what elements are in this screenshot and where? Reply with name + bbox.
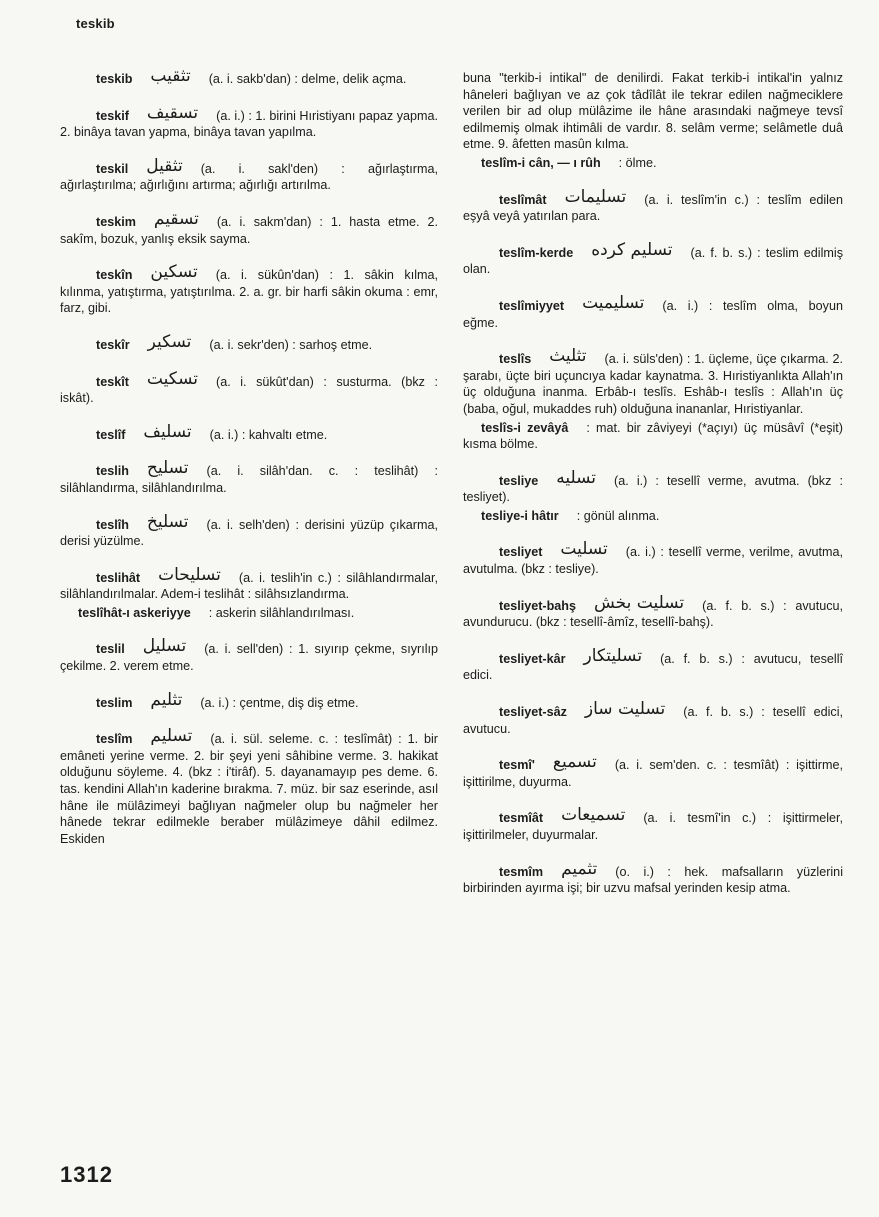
dictionary-entry xyxy=(60,636,438,674)
dictionary-entry xyxy=(463,752,843,790)
entry-definition: (a. i. sakl'den) : ağırlaştırma, ağırlaştırılma; ağırlığını artırma; ağırlığı artırılma. xyxy=(60,161,438,193)
entry-arabic-script: تسلیمات xyxy=(564,186,627,207)
entry-definition: (a. i. sekr'den) : sarhoş etme. xyxy=(209,337,373,352)
entry-arabic-script: تثلیث xyxy=(549,346,587,367)
entry-headword: tesmî' xyxy=(499,758,535,773)
dictionary-entry xyxy=(60,605,438,622)
entry-arabic-script: تسلیم xyxy=(150,726,193,747)
entry-arabic-script: تسقیف xyxy=(146,102,199,123)
entry-definition: : gönül alınma. xyxy=(576,508,660,523)
dictionary-entry xyxy=(60,102,439,141)
entry-definition: (a. f. b. s.) : avutucu, tesellî edici. xyxy=(463,651,843,683)
entry-headword: teslîm-i cân, — ı rûh xyxy=(481,155,601,170)
entry-definition: : ölme. xyxy=(618,155,657,170)
dictionary-entry xyxy=(463,292,843,331)
entry-arabic-script: تسلیل xyxy=(142,636,187,657)
entry-arabic-script: تسلیتکار xyxy=(583,645,643,666)
entry-headword: teslim xyxy=(96,695,133,710)
entry-definition: (a. i. selh'den) : derisini yüzüp çıkarma, derisi yüzülme. xyxy=(60,517,438,549)
dictionary-entry xyxy=(60,262,438,317)
entry-definition: (a. i. sell'den) : 1. sıyırıp çekme, sıyrılıp çekilme. 2. verem etme. xyxy=(60,642,438,674)
entry-headword: teslîmât xyxy=(499,192,547,207)
entry-arabic-script: تثقیب xyxy=(150,66,191,86)
dictionary-entry xyxy=(463,467,843,506)
entry-definition: (a. i. sül. seleme. c. : teslîmât) : 1. bir emâneti yerine verme. 2. bir şeyi yeni sâhibine verme. 3. hakikat olduğunu söyleme. 4. (bkz : i'tirâf). 5. dayanamayıp pes deme. 6. tas. kendini Allah'ın kaderine bırakma. 7. müz. bir saz eserinde, asıl hâne ile mülâzimeyi bağlıyan nağmeler olup bu nağmeler her hânede tekrar edilmekle beraber mülâzimeye dâhil edilmez. Eskiden xyxy=(60,732,438,846)
dictionary-entry xyxy=(463,858,843,897)
entry-definition: (a. i.) : çentme, diş diş etme. xyxy=(200,695,359,710)
entry-definition: (a. i.) : kahvaltı etme. xyxy=(209,427,328,442)
left-column xyxy=(60,66,439,866)
entry-headword: teslîhât-ı askeriyye xyxy=(78,605,191,620)
entry-definition: : mat. bir zâviyeyi (*açıyı) üç müsâvî (*eşit) kısma bölme. xyxy=(463,420,844,452)
running-head: teskib xyxy=(76,16,115,31)
entry-definition: (a. f. b. s.) : tesellî edici, avutucu. xyxy=(463,705,843,736)
dictionary-entry xyxy=(463,346,843,417)
entry-definition: (a. i. süls'den) : 1. üçleme, üçe çıkarma. 2. şarabı, üçte biri uçuncıya kadar kaynatma. 3. Hıristiyanlıkta Allah'ın üç olduğuna inanma. Erbâb-ı teslîs. Eshâb-ı teslîs : Allah'ın üç (baba, oğul, mukaddes ruh) olduğuna inananlar, Hıristiyanlar. xyxy=(463,352,843,416)
dictionary-entry xyxy=(463,239,843,278)
entry-definition: (a. i. sem'den. c. : tesmîât) : işittirme, işittirilme, duyurma. xyxy=(463,758,843,789)
entry-definition: (a. f. b. s.) : avutucu, avundurucu. (bkz : tesellî-âmîz, tesellî-bahş). xyxy=(463,598,843,630)
dictionary-entry xyxy=(463,592,843,631)
page-number: 1312 xyxy=(60,1162,113,1187)
entry-headword: tesmîm xyxy=(499,864,544,879)
entry-headword: teskib xyxy=(96,72,133,86)
entry-headword: teslîm xyxy=(96,732,133,747)
dictionary-entry xyxy=(60,689,438,712)
entry-definition: (a. i.) : tesellî verme, avutma. (bkz : tesliyet). xyxy=(463,473,843,505)
right-column xyxy=(463,70,843,916)
entry-definition: (a. i. tesmî'in c.) : işittirmeler, işittirilmeler, duyurmalar. xyxy=(463,811,843,842)
entry-arabic-script: تسمیعات xyxy=(561,805,626,826)
entry-definition: (a. i. teslih'in c.) : silâhlandırmalar, silâhlandırılmalar. Adem-i teslihât : silâhsızlandırma. xyxy=(60,570,438,602)
entry-definition: (a. i. sakb'dan) : delme, delik açma. xyxy=(208,72,407,86)
dictionary-entry xyxy=(463,420,843,453)
entry-headword: teslîf xyxy=(96,427,126,442)
entry-arabic-script: تثمیم xyxy=(561,858,598,879)
entry-headword: tesliyet-sâz xyxy=(499,705,567,720)
entry-arabic-script: تسلیت ساز xyxy=(584,699,666,720)
entry-headword: teslil xyxy=(96,642,125,657)
dictionary-entry xyxy=(60,421,438,444)
entry-definition: (a. i.) : tesellî verme, verilme, avutma, avutulma. (bkz : tesliye). xyxy=(463,545,843,577)
entry-headword: teslih xyxy=(96,464,129,479)
entry-headword: tesliye-i hâtır xyxy=(481,508,559,523)
entry-arabic-script: تسلیم کرده xyxy=(591,239,673,260)
entry-definition: buna "terkib-i intikal" de denilirdi. Fakat terkib-i intikal'in yalnız hâneleri bağlıyan ve az çok tâdîlât ile tekrar edilen nağmeciklere verilen bir ad olup mülâzime ile hâne arasındaki nağmeye tevsî edilmemiş olmak ihtimâli de vardır. 8. selâm verme; selâmetle duâ etme. 9. âfetten masûn kılma. xyxy=(463,71,843,152)
entry-headword: teslîs-i zevâyâ xyxy=(481,420,569,435)
entry-arabic-script: تسکیت xyxy=(146,368,199,389)
entry-headword: teskil xyxy=(96,161,129,176)
dictionary-entry xyxy=(463,805,843,843)
entry-definition: (a. i. sükûn'dan) : 1. sâkin kılma, kılınma, yatıştırma, yatıştırılma. 2. a. gr. bir harfi sâkin okuma : emr, farz, gibi. xyxy=(60,268,438,316)
entry-headword: teskît xyxy=(96,374,129,389)
entry-arabic-script: تثقیل xyxy=(146,155,183,176)
entry-arabic-script: تسکین xyxy=(150,262,198,283)
entry-arabic-script: تسمیع xyxy=(552,752,597,773)
dictionary-entry xyxy=(60,564,438,603)
entry-arabic-script: تسلیت بخش xyxy=(594,592,685,613)
entry-arabic-script: تسقیم xyxy=(153,208,199,229)
entry-definition: (a. i.) : teslîm olma, boyun eğme. xyxy=(463,298,843,330)
dictionary-entry xyxy=(463,699,843,737)
dictionary-entry xyxy=(60,331,438,354)
entry-definition: (a. i.) : 1. birini Hıristiyanı papaz yapma. 2. binâya tavan yapma, binâya tavan yapılma. xyxy=(60,108,439,140)
entry-headword: tesliyet-bahş xyxy=(499,598,576,613)
entry-headword: tesliyet xyxy=(499,545,543,560)
entry-definition: (a. f. b. s.) : teslim edilmiş olan. xyxy=(463,245,843,277)
entry-arabic-script: تسلیه xyxy=(556,467,596,488)
dictionary-entry xyxy=(60,511,438,550)
entry-headword: teslîs xyxy=(499,352,532,367)
dictionary-entry xyxy=(60,208,438,247)
entry-headword: teskîr xyxy=(96,337,130,352)
entry-headword: tesliyet-kâr xyxy=(499,651,566,666)
dictionary-entry xyxy=(463,539,843,577)
entry-headword: teslîm-kerde xyxy=(499,245,574,260)
entry-arabic-script: تسلیح xyxy=(146,458,189,479)
entry-headword: teslihât xyxy=(96,570,141,585)
dictionary-entry xyxy=(463,186,843,225)
dictionary-entry xyxy=(463,508,843,525)
entry-headword: tesliye xyxy=(499,473,539,488)
entry-arabic-script: تسلیحات xyxy=(158,564,221,585)
entry-arabic-script: تثلیم xyxy=(150,689,183,710)
entry-headword: teskif xyxy=(96,108,129,123)
entry-headword: tesmîât xyxy=(499,811,544,826)
dictionary-entry xyxy=(60,726,438,847)
entry-arabic-script: تسلیف xyxy=(143,421,192,442)
entry-definition: (a. i. silâh'dan. c. : teslihât) : silâhlandırma, silâhlandırılma. xyxy=(60,464,438,495)
entry-headword: teslîh xyxy=(96,517,129,532)
dictionary-entry xyxy=(463,70,843,153)
dictionary-entry xyxy=(60,368,438,407)
entry-headword: teslîmiyyet xyxy=(499,298,565,313)
dictionary-entry xyxy=(463,155,843,172)
entry-arabic-script: تسلیت xyxy=(560,539,608,560)
dictionary-entry xyxy=(60,155,438,194)
entry-definition: (o. i.) : hek. mafsalların yüzlerini birbirinden ayırma işi; bir uzvu mafsal yerinden kesip atma. xyxy=(463,864,843,896)
entry-definition: : askerin silâhlandırılması. xyxy=(208,605,355,620)
entry-headword: teskim xyxy=(96,214,136,229)
entry-definition: (a. i. sakm'dan) : 1. hasta etme. 2. sakîm, bozuk, yanlış eksik sayma. xyxy=(60,214,438,246)
dictionary-entry xyxy=(60,458,438,496)
dictionary-entry xyxy=(60,66,438,88)
dictionary-entry xyxy=(463,645,843,684)
entry-definition: (a. i. sükût'dan) : susturma. (bkz : iskât). xyxy=(60,374,438,406)
entry-headword: teskîn xyxy=(96,268,133,283)
entry-arabic-script: تسلیمیت xyxy=(582,292,645,313)
entry-arabic-script: تسکیر xyxy=(147,331,192,352)
entry-definition: (a. i. teslîm'in c.) : teslîm edilen eşyâ veyâ yatırılan para. xyxy=(463,192,843,224)
entry-arabic-script: تسلیخ xyxy=(146,511,189,532)
